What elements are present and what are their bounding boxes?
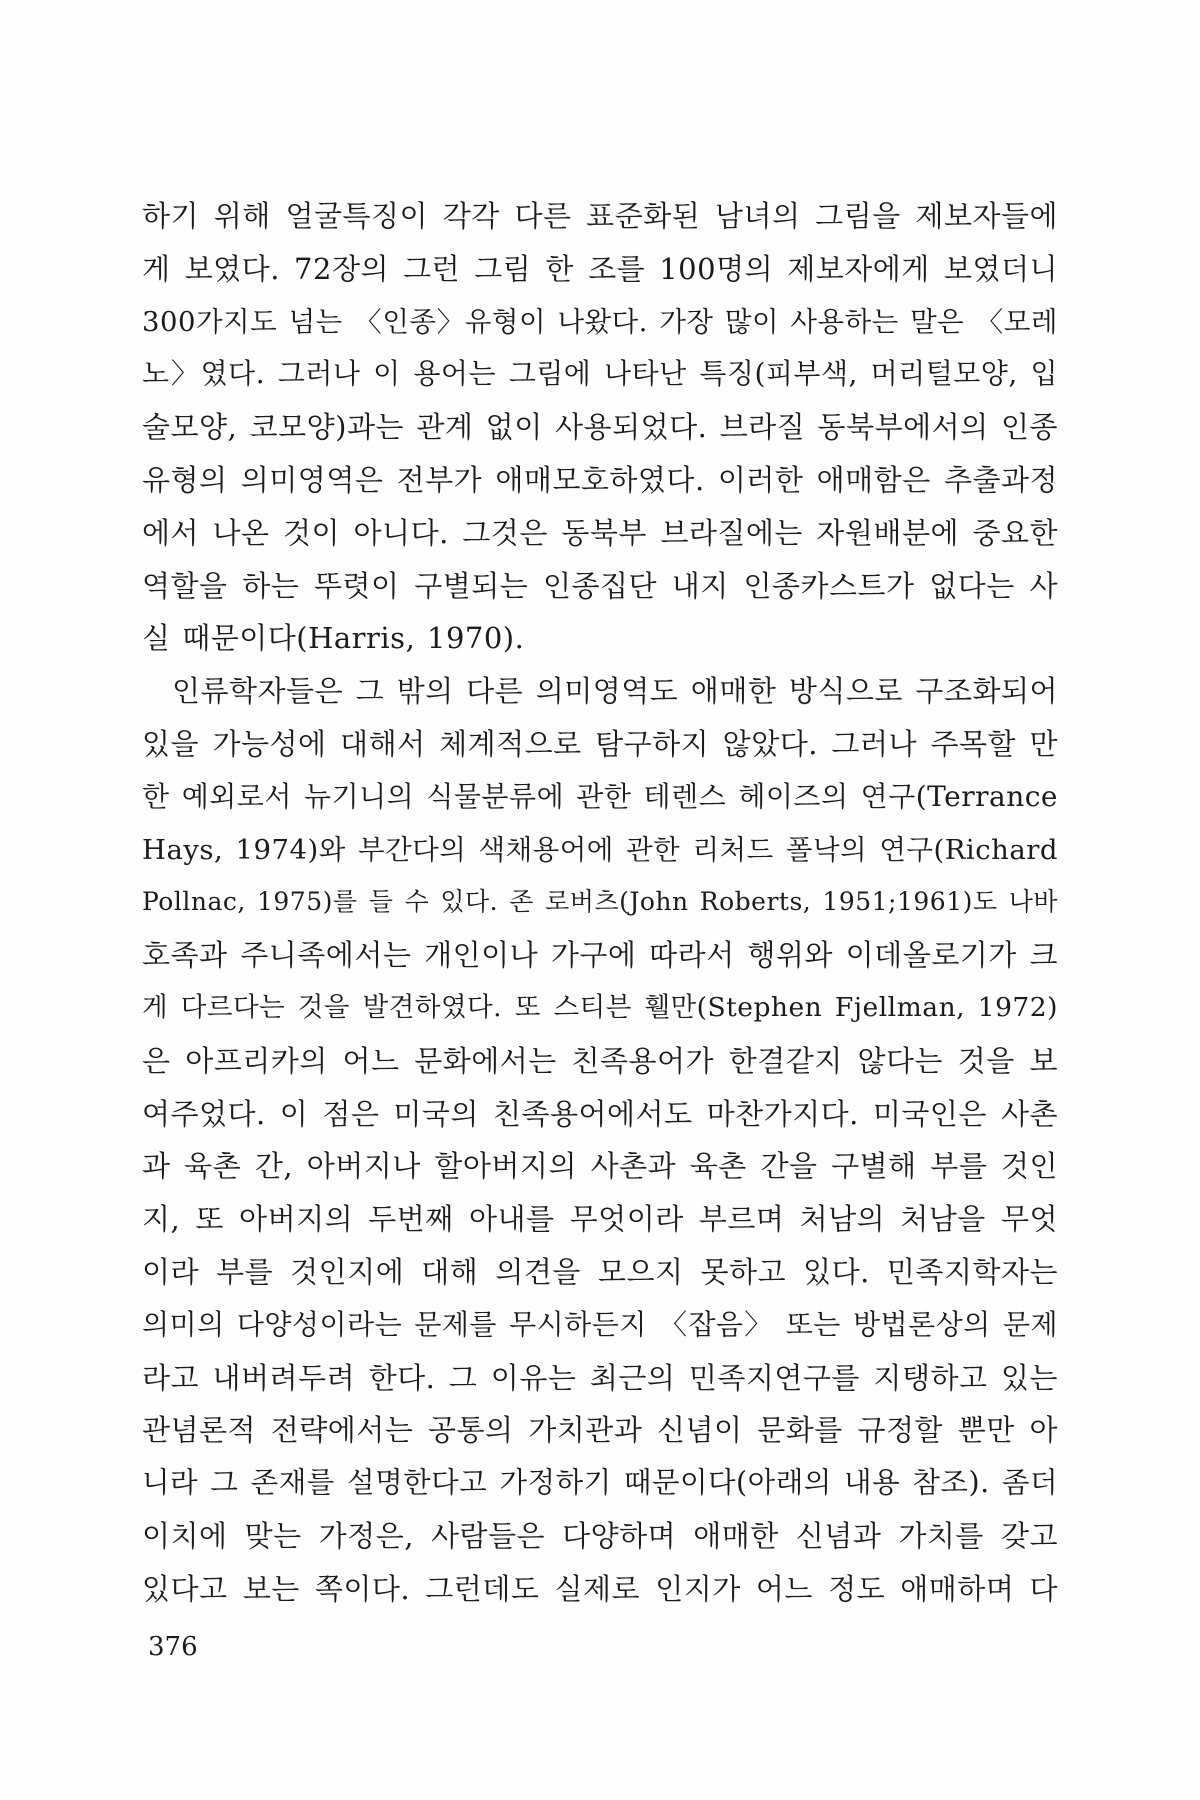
text-line: 에서 나온 것이 아니다. 그것은 동북부 브라질에는 자원배분에 중요한	[142, 515, 1058, 550]
text-line: 하기 위해 얼굴특징이 각각 다른 표준화된 남녀의 그림을 제보자들에	[142, 199, 1058, 233]
text-line: Hays, 1974)와 부간다의 색채용어에 관한 리처드 폴낙의 연구(Richard	[142, 833, 1058, 866]
text-line: 이치에 맞는 가정은, 사람들은 다양하며 애매한 신념과 가치를 갖고	[142, 1518, 1058, 1553]
text-line: 호족과 주니족에서는 개인이나 가구에 따라서 행위와 이데올로기가 크	[142, 938, 1058, 973]
text-line: Pollnac, 1975)를 들 수 있다. 존 로버츠(John Roberts, 1951;1961)도 나바	[142, 887, 1058, 917]
text-line: 한 예외로서 뉴기니의 식물분류에 관한 테렌스 헤이즈의 연구(Terrance	[142, 779, 1058, 813]
text-line: 술모양, 코모양)과는 관계 없이 사용되었다. 브라질 동북부에서의 인종	[142, 410, 1058, 445]
text-line: 300가지도 넘는 〈인종〉유형이 나왔다. 가장 많이 사용하는 말은 〈모레	[142, 305, 1058, 338]
text-line: 노〉였다. 그러나 이 용어는 그림에 나타난 특징(피부색, 머리털모양, 입	[142, 357, 1058, 391]
text-line: 이라 부를 것인지에 대해 의견을 모으지 못하고 있다. 민족지학자는	[142, 1254, 1058, 1289]
text-line: 역할을 하는 뚜렷이 구별되는 인종집단 내지 인종카스트가 없다는 사	[142, 568, 1058, 603]
text-line: 실 때문이다(Harris, 1970).	[142, 621, 525, 656]
text-line: 은 아프리카의 어느 문화에서는 친족용어가 한결같지 않다는 것을 보	[142, 1043, 1058, 1078]
text-line: 인류학자들은 그 밖의 다른 의미영역도 애매한 방식으로 구조화되어	[172, 674, 1058, 709]
text-line: 게 다르다는 것을 발견하였다. 또 스티븐 휄만(Stephen Fjellman, 1972)	[142, 991, 1058, 1023]
text-line: 관념론적 전략에서는 공통의 가치관과 신념이 문화를 규정할 뿐만 아	[142, 1413, 1058, 1448]
text-line: 여주었다. 이 점은 미국의 친족용어에서도 마찬가지다. 미국인은 사촌	[142, 1096, 1058, 1131]
text-line: 라고 내버려두려 한다. 그 이유는 최근의 민족지연구를 지탱하고 있는	[142, 1360, 1058, 1395]
text-line: 유형의 의미영역은 전부가 애매모호하였다. 이러한 애매함은 추출과정	[142, 462, 1058, 497]
page-number: 376	[148, 1632, 198, 1662]
paragraph-1	[142, 190, 1058, 665]
text-line: 니라 그 존재를 설명한다고 가정하기 때문이다(아래의 내용 참조). 좀더	[142, 1466, 1058, 1500]
text-line: 있을 가능성에 대해서 체계적으로 탐구하지 않았다. 그러나 주목할 만	[142, 726, 1058, 761]
text-line: 게 보였다. 72장의 그런 그림 한 조를 100명의 제보자에게 보였더니	[142, 251, 1058, 286]
text-line: 의미의 다양성이라는 문제를 무시하든지 〈잡음〉 또는 방법론상의 문제	[142, 1307, 1058, 1341]
text-line: 과 육촌 간, 아버지나 할아버지의 사촌과 육촌 간을 구별해 부를 것인	[142, 1149, 1058, 1184]
text-line: 있다고 보는 쪽이다. 그런데도 실제로 인지가 어느 정도 애매하며 다	[142, 1571, 1058, 1606]
body-text	[142, 190, 1058, 1616]
paragraph-2	[142, 665, 1058, 1615]
text-line: 지, 또 아버지의 두번째 아내를 무엇이라 부르며 처남의 처남을 무엇	[142, 1202, 1058, 1237]
